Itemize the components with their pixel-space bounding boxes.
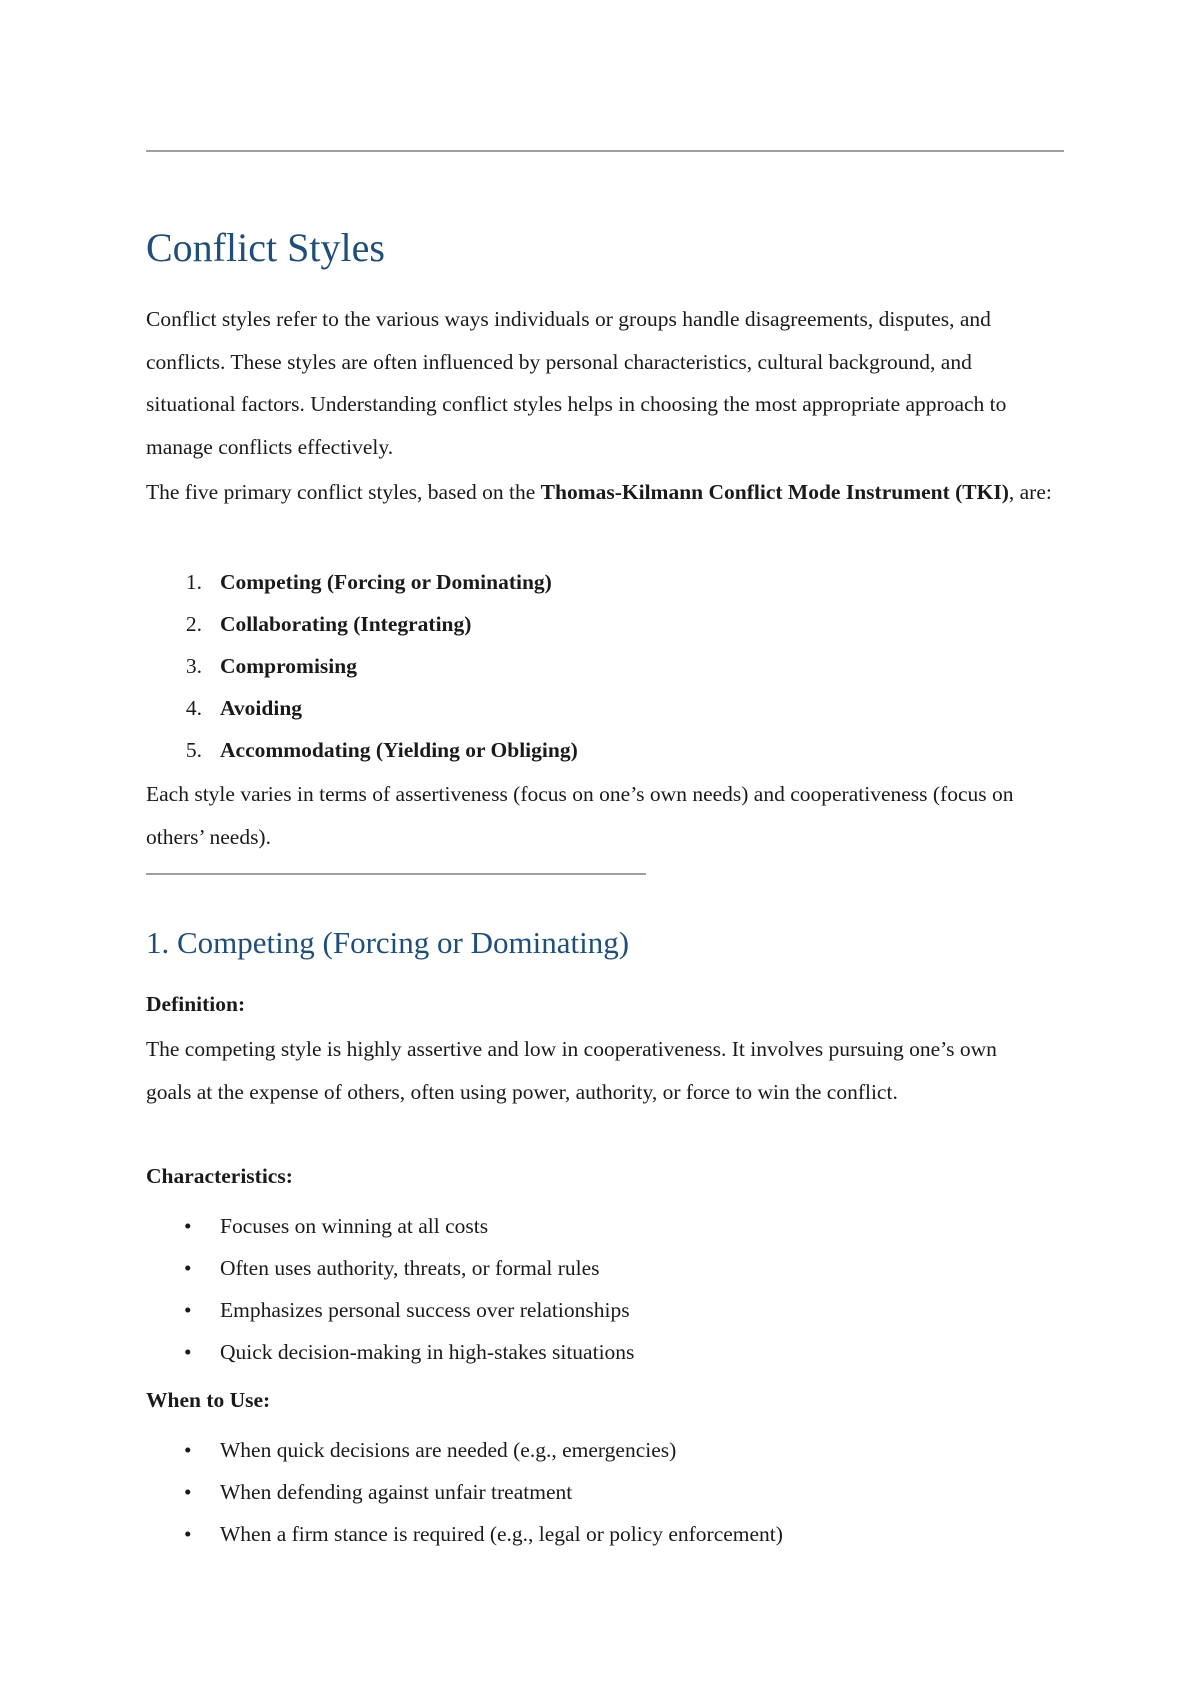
list-number: 1. — [185, 570, 202, 594]
styles-numbered-list — [146, 561, 1066, 771]
top-horizontal-rule — [146, 150, 1064, 152]
when-to-use-list — [146, 1429, 1066, 1555]
list-item — [146, 687, 1066, 729]
definition-label: Definition: — [146, 992, 246, 1016]
bullet-icon: • — [184, 1298, 192, 1322]
list-item — [146, 1471, 1066, 1513]
list-item — [146, 1205, 1066, 1247]
list-item — [146, 1429, 1066, 1471]
list-item-text: Focuses on winning at all costs — [220, 1214, 489, 1238]
list-number: 4. — [185, 696, 202, 720]
tki-bold-text: Thomas-Kilmann Conflict Mode Instrument (TKI) — [540, 480, 1009, 504]
when-to-use-label: When to Use: — [146, 1388, 271, 1412]
list-item-text: Emphasizes personal success over relationships — [220, 1298, 630, 1322]
list-item — [146, 561, 1066, 603]
bullet-icon: • — [184, 1340, 192, 1364]
list-item-label: Competing (Forcing or Dominating) — [220, 570, 552, 594]
bullet-icon: • — [184, 1480, 192, 1504]
list-number: 3. — [185, 654, 202, 678]
variation-paragraph: Each style varies in terms of assertiveness (focus on one’s own needs) and cooperativeness (focus on others’ needs). — [146, 782, 1014, 849]
list-number: 5. — [185, 738, 202, 762]
five-styles-intro-before: The five primary conflict styles, based on the — [146, 480, 541, 504]
list-item-text: When a firm stance is required (e.g., legal or policy enforcement) — [220, 1522, 783, 1546]
list-item — [146, 1289, 1066, 1331]
list-item-text: When quick decisions are needed (e.g., emergencies) — [220, 1438, 677, 1462]
bullet-icon: • — [184, 1522, 192, 1546]
list-number: 2. — [185, 612, 202, 636]
section-heading-competing: 1. Competing (Forcing or Dominating) — [146, 925, 630, 960]
list-item-text: Often uses authority, threats, or formal rules — [220, 1256, 600, 1280]
list-item-label: Collaborating (Integrating) — [220, 612, 472, 636]
bullet-icon: • — [184, 1256, 192, 1280]
list-item-label: Accommodating (Yielding or Obliging) — [220, 738, 578, 762]
list-item — [146, 729, 1066, 771]
bullet-icon: • — [184, 1438, 192, 1462]
list-item — [146, 603, 1066, 645]
intro-paragraph: Conflict styles refer to the various ways individuals or groups handle disagreements, disputes, and conflicts. These styles are often influenced by personal characteristics, cultural background, and situational factors. Understanding conflict styles helps in choosing the most appropriate approach to manage conflicts effectively. — [146, 307, 1007, 459]
section-divider — [146, 873, 646, 875]
five-styles-intro-after: , are: — [1008, 480, 1052, 504]
definition-text: The competing style is highly assertive and low in cooperativeness. It involves pursuing one’s own goals at the expense of others, often using power, authority, or force to win the conflict. — [146, 1037, 997, 1104]
list-item-label: Avoiding — [220, 696, 303, 720]
bullet-icon: • — [184, 1214, 192, 1238]
list-item — [146, 1331, 1066, 1373]
list-item-text: Quick decision-making in high-stakes situations — [220, 1340, 635, 1364]
list-item-text: When defending against unfair treatment — [220, 1480, 573, 1504]
characteristics-list — [146, 1205, 1066, 1373]
list-item — [146, 1513, 1066, 1555]
characteristics-label: Characteristics: — [146, 1164, 293, 1188]
list-item-label: Compromising — [220, 654, 357, 678]
list-item — [146, 645, 1066, 687]
page-title: Conflict Styles — [146, 225, 385, 270]
list-item — [146, 1247, 1066, 1289]
five-styles-intro — [146, 471, 1066, 514]
